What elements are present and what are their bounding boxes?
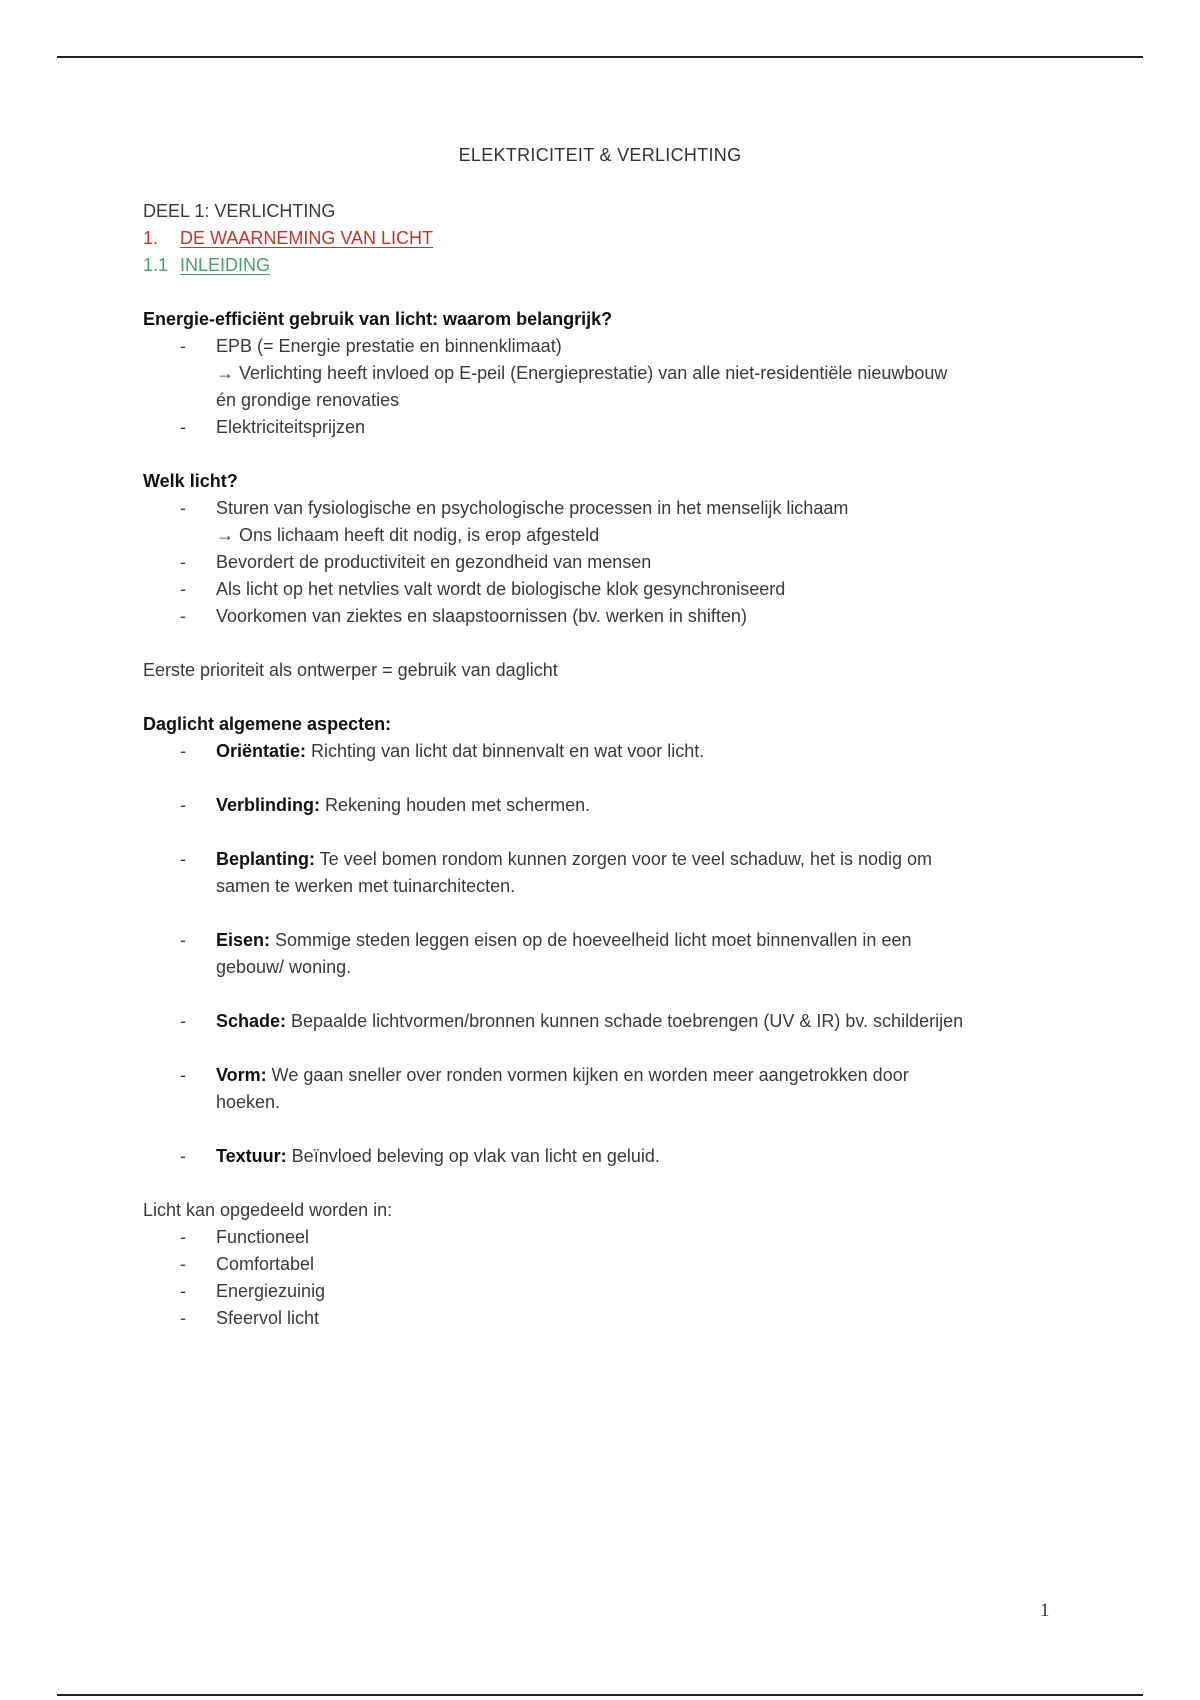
section-daylight-list [143, 738, 1073, 1170]
list-item [143, 1224, 1073, 1251]
list-item-text: → Ons lichaam heeft dit nodig, is erop afgesteld [216, 525, 600, 545]
term-description: Te veel bomen rondom kunnen zorgen voor te veel schaduw, het is nodig om [315, 849, 933, 869]
heading-1-text: DE WAARNEMING VAN LICHT [180, 228, 434, 248]
term-description-cont: samen te werken met tuinarchitecten. [216, 876, 516, 896]
section-which-title: Welk licht? [143, 471, 238, 491]
heading-1-number: 1. [143, 228, 159, 248]
page-title: ELEKTRICITEIT & VERLICHTING [458, 145, 742, 165]
division-intro: Licht kan opgedeeld worden in: [143, 1200, 393, 1220]
list-item-text: én grondige renovaties [216, 390, 400, 410]
header-rule [57, 56, 1143, 58]
list-item [143, 792, 1073, 819]
term-description-cont: gebouw/ woning. [216, 957, 352, 977]
section-energy-title: Energie-efficiënt gebruik van licht: waarom belangrijk? [143, 309, 613, 329]
list-item [143, 1278, 1073, 1305]
list-item [143, 846, 1073, 900]
heading-2 [143, 252, 1073, 279]
list-item [143, 1008, 1073, 1035]
term-label: Textuur: [216, 1146, 287, 1166]
part-heading: DEEL 1: VERLICHTING [143, 201, 336, 221]
term-description: Sommige steden leggen eisen op de hoeveelheid licht moet binnenvallen in een [270, 930, 912, 950]
list-item [143, 1062, 1073, 1116]
list-item-text: Comfortabel [216, 1254, 315, 1274]
term-label: Oriëntatie: [216, 741, 307, 761]
term-description: Beïnvloed beleving op vlak van licht en geluid. [286, 1146, 660, 1166]
list-item-text: Elektriciteitsprijzen [216, 417, 366, 437]
list-item [143, 1143, 1073, 1170]
list-item-text: Als licht op het netvlies valt wordt de biologische klok gesynchroniseerd [216, 579, 786, 599]
term-label: Verblinding: [216, 795, 321, 815]
term-description: Rekening houden met schermen. [320, 795, 591, 815]
list-item [143, 738, 1073, 765]
heading-1 [143, 225, 1073, 252]
section-energy-list [143, 333, 1073, 441]
list-item-text: - EPB (= Energie prestatie en binnenklimaat) [216, 336, 562, 356]
section-which-list [143, 495, 1073, 630]
priority-statement: Eerste prioriteit als ontwerper = gebruik van daglicht [143, 660, 558, 680]
list-item-text: Functioneel [216, 1227, 310, 1247]
term-description: We gaan sneller over ronden vormen kijken en worden meer aangetrokken door [266, 1065, 909, 1085]
list-item [143, 927, 1073, 981]
term-label: Schade: [216, 1011, 287, 1031]
list-item-text: Energiezuinig [216, 1281, 326, 1301]
term-label: Beplanting: [216, 849, 315, 869]
list-item-text: Sfeervol licht [216, 1308, 320, 1328]
footer-rule [57, 1694, 1143, 1696]
list-item [143, 576, 1073, 603]
heading-2-number: 1.1 [143, 255, 169, 275]
term-label: Eisen: [216, 930, 271, 950]
document-body [143, 198, 1073, 1332]
list-item [143, 414, 1073, 441]
list-item [143, 495, 1073, 549]
list-item [143, 1251, 1073, 1278]
list-item [143, 1305, 1073, 1332]
list-item-text: Voorkomen van ziektes en slaapstoornissen (bv. werken in shiften) [216, 606, 747, 626]
list-item-text: → Verlichting heeft invloed op E-peil (Energieprestatie) van alle niet-residentiële nieuwbouw [216, 363, 948, 383]
term-label: Vorm: [216, 1065, 267, 1085]
section-division-list [143, 1224, 1073, 1332]
list-item [143, 603, 1073, 630]
list-item-text: - Sturen van fysiologische en psychologische processen in het menselijk lichaam [216, 498, 849, 518]
term-description-cont: hoeken. [216, 1092, 281, 1112]
term-description: Bepaalde lichtvormen/bronnen kunnen schade toebrengen (UV & IR) bv. schilderijen [286, 1011, 964, 1031]
term-description: Richting van licht dat binnenvalt en wat voor licht. [306, 741, 705, 761]
section-daylight-title: Daglicht algemene aspecten: [143, 714, 392, 734]
heading-2-text: INLEIDING [180, 255, 271, 275]
list-item [143, 333, 1073, 414]
list-item-text: Bevordert de productiviteit en gezondheid van mensen [216, 552, 652, 572]
list-item [143, 549, 1073, 576]
page-number: 1 [1040, 1600, 1050, 1621]
